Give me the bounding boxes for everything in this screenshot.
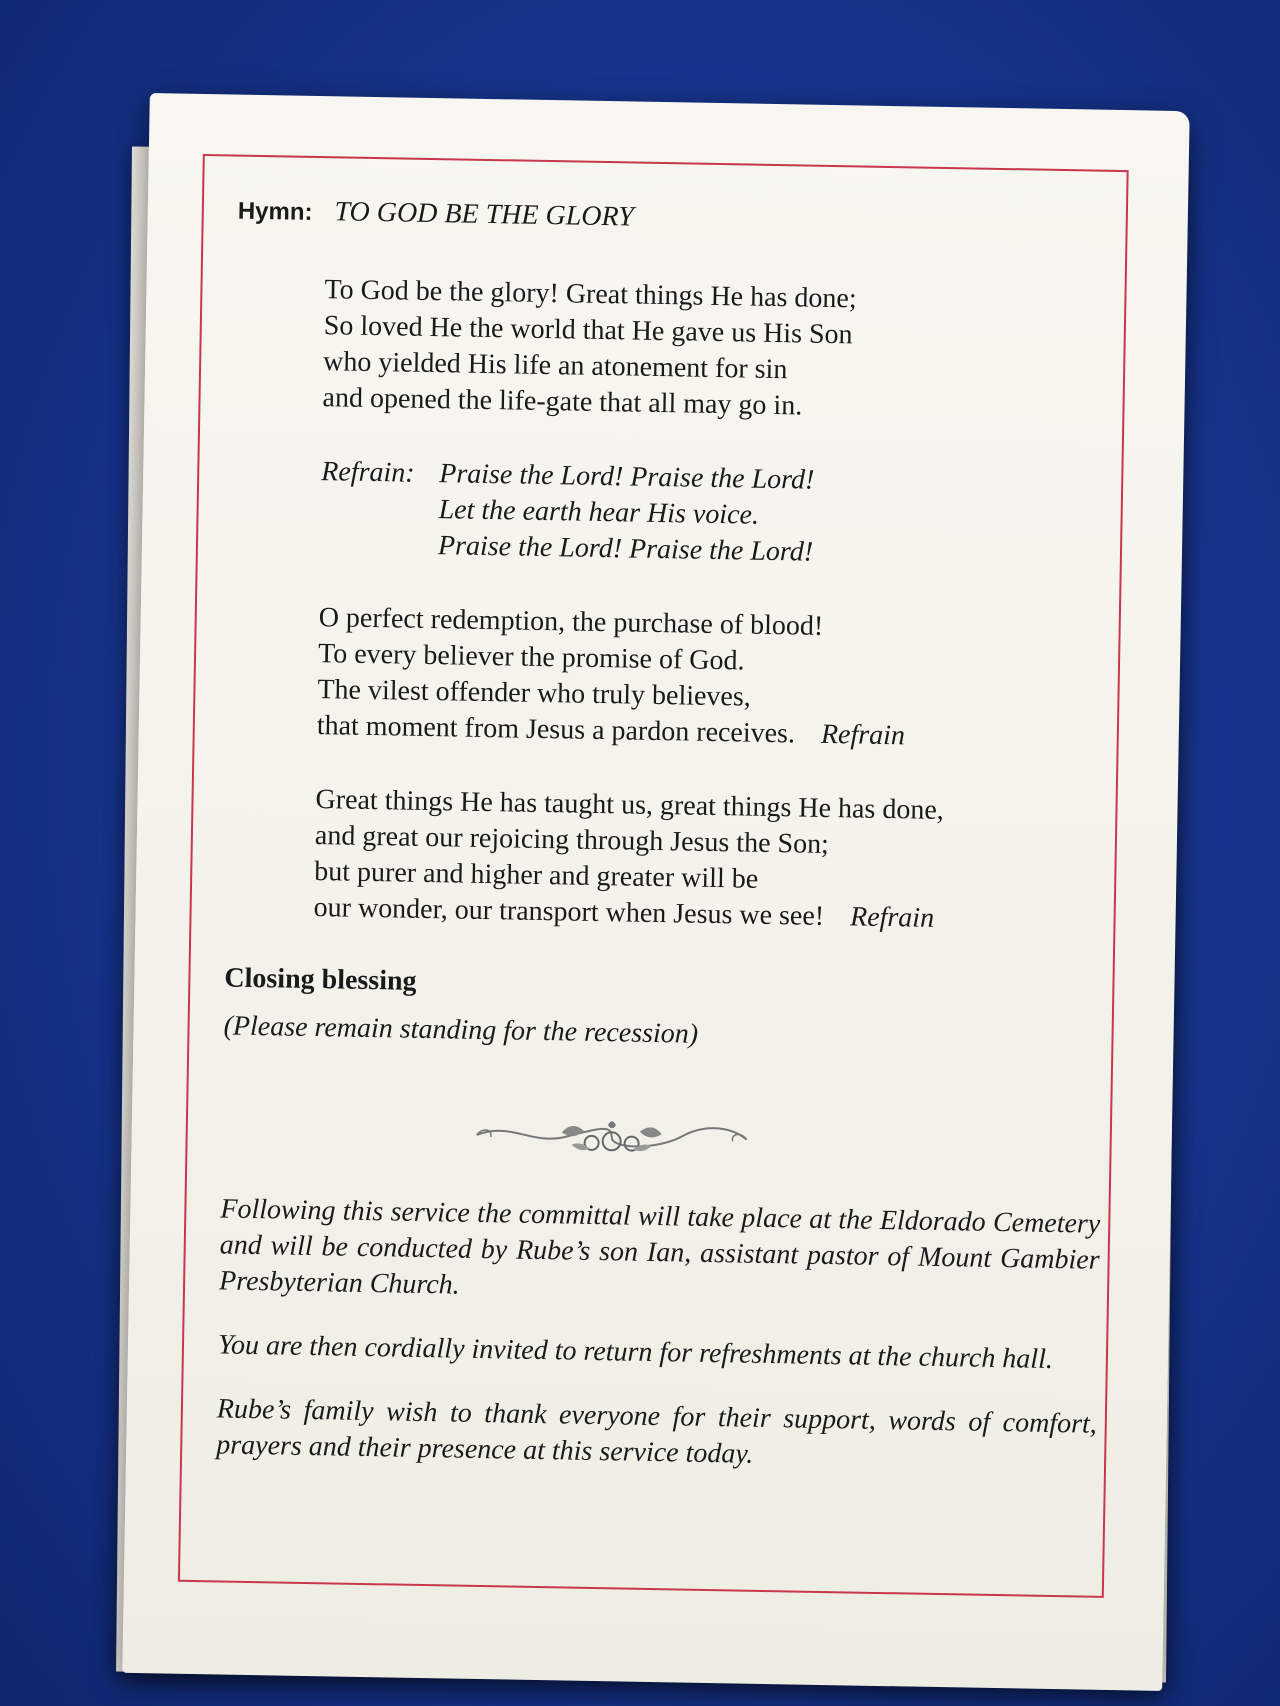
verse-line-text: our wonder, our transport when Jesus we see! — [313, 892, 825, 932]
recession-note: (Please remain standing for the recession) — [223, 1010, 699, 1050]
refrain-lines — [438, 456, 815, 571]
refrain-tag: Refrain — [849, 901, 935, 934]
verse-2 — [317, 600, 1111, 758]
verse-1 — [322, 272, 1116, 430]
verse-line-text: that moment from Jesus a pardon receives. — [316, 710, 796, 750]
refrain-line: Praise the Lord! Praise the Lord! — [438, 458, 815, 496]
hymn-label: Hymn: — [237, 197, 313, 226]
page-content — [216, 195, 1118, 1479]
refreshments-invitation: You are then cordially invited to return for refreshments at the church hall. — [217, 1329, 1054, 1375]
committal-notice: Following this service the committal will take place at the Eldorado Cemetery and will be conducted by Rube’s son Ian, assistant pastor of Mount Gambier Presbyterian Church. — [218, 1193, 1101, 1301]
refrain — [320, 454, 1114, 576]
family-thanks: Rube’s family wish to thank everyone for their support, words of comfort, prayers and their presence at this service today. — [216, 1393, 1098, 1470]
ornamental-flourish-icon — [471, 1111, 752, 1166]
verse-line: The vilest offender who truly believes, — [317, 674, 752, 713]
verse-3 — [313, 782, 1107, 940]
verse-line: and opened the life-gate that all may go in. — [322, 382, 803, 422]
verse-line: O perfect redemption, the purchase of blood! — [318, 602, 824, 642]
hymn-title: TO GOD BE THE GLORY — [334, 196, 634, 233]
service-booklet-page — [122, 93, 1189, 1691]
verse-line: and great our rejoicing through Jesus the Son; — [314, 820, 830, 861]
verse-line: Great things He has taught us, great things He has done, — [315, 784, 945, 827]
verse-line: who yielded His life an atonement for sin — [322, 346, 788, 386]
verse-line: To every believer the promise of God. — [317, 638, 745, 677]
verse-line: To God be the glory! Great things He has done; — [324, 274, 857, 315]
refrain-tag: Refrain — [820, 718, 906, 752]
verse-line: So loved He the world that He gave us His Son — [323, 310, 853, 351]
closing-blessing-heading: Closing blessing — [224, 962, 417, 997]
refrain-label: Refrain: — [321, 456, 415, 489]
verse-line: but purer and higher and greater will be — [314, 856, 759, 895]
refrain-line: Let the earth hear His voice. — [438, 494, 760, 531]
refrain-line: Praise the Lord! Praise the Lord! — [437, 530, 814, 568]
